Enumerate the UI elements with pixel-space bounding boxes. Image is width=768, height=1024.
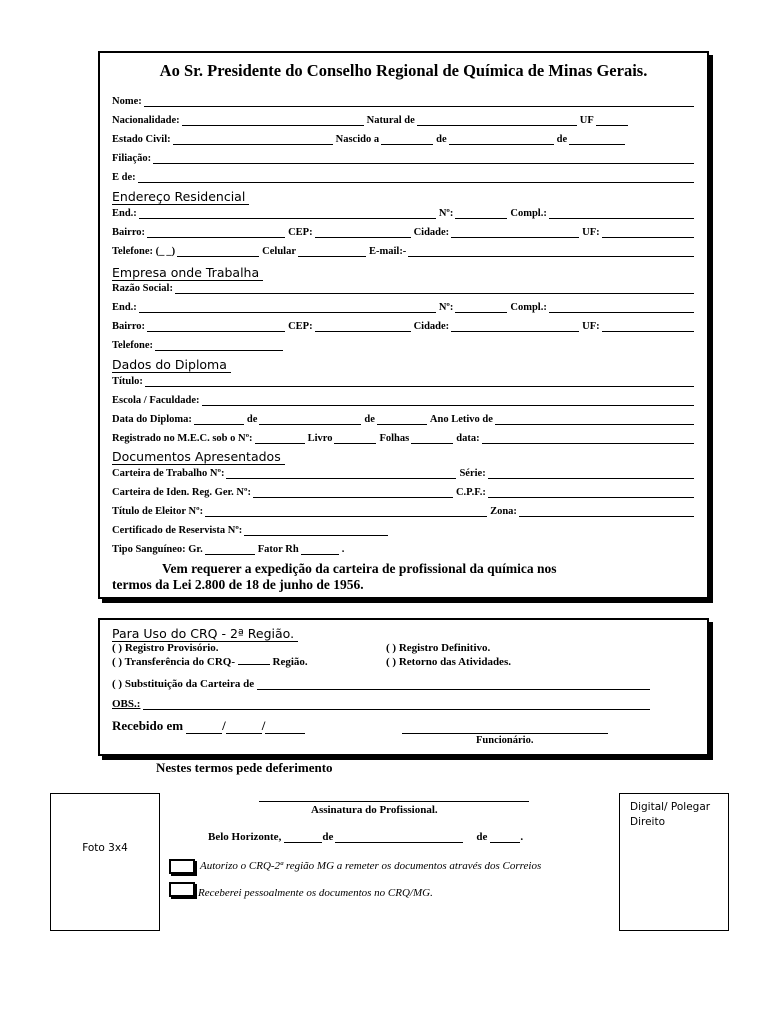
crq-box bbox=[98, 618, 709, 756]
compl-empresa-field[interactable] bbox=[549, 302, 694, 313]
cep-empresa-field[interactable] bbox=[315, 321, 411, 332]
data-diploma-ano-field[interactable] bbox=[377, 414, 427, 425]
bairro-residencial-row: Bairro: CEP: Cidade: UF: bbox=[112, 224, 697, 238]
telefone-residencial-row: Telefone: (_ _) Celular E-mail:- bbox=[112, 243, 697, 257]
autorizo-text: Autorizo o CRQ-2ª região MG a remeter os documentos através dos Correios bbox=[200, 860, 542, 872]
recebido-row: Recebido em / / bbox=[112, 718, 305, 734]
email-field[interactable] bbox=[408, 246, 694, 257]
nascido-mes-field[interactable] bbox=[449, 134, 554, 145]
escola-field[interactable] bbox=[202, 395, 694, 406]
filiacao-row: Filiação: bbox=[112, 150, 697, 164]
funcionario-label: Funcionário. bbox=[476, 735, 534, 746]
retorno-atividades-option[interactable]: ( ) Retorno das Atividades. bbox=[386, 656, 511, 668]
razao-social-field[interactable] bbox=[175, 283, 694, 294]
section-documentos: Documentos Apresentados bbox=[112, 449, 285, 465]
main-form bbox=[98, 51, 709, 599]
livro-field[interactable] bbox=[334, 433, 376, 444]
fator-rh-field[interactable] bbox=[301, 544, 339, 555]
nome-row: Nome: bbox=[112, 93, 697, 107]
cidade-empresa-field[interactable] bbox=[451, 321, 579, 332]
folhas-field[interactable] bbox=[411, 433, 453, 444]
bh-dia-field[interactable] bbox=[284, 832, 322, 843]
data-diploma-row: Data do Diploma: de de Ano Letivo de bbox=[112, 411, 697, 425]
uf-empresa-field[interactable] bbox=[602, 321, 694, 332]
reservista-field[interactable] bbox=[244, 525, 388, 536]
serie-field[interactable] bbox=[488, 468, 694, 479]
telefone-residencial-field[interactable] bbox=[177, 246, 259, 257]
receberei-checkbox[interactable] bbox=[169, 882, 195, 897]
cpf-field[interactable] bbox=[488, 487, 694, 498]
natural-de-field[interactable] bbox=[417, 115, 577, 126]
end-residencial-field[interactable] bbox=[139, 208, 436, 219]
substituicao-row: ( ) Substituição da Carteira de bbox=[112, 678, 653, 690]
recebido-ano-field[interactable] bbox=[265, 723, 305, 734]
telefone-empresa-row: Telefone: bbox=[112, 337, 697, 351]
form-title: Ao Sr. Presidente do Conselho Regional de Química de Minas Gerais. bbox=[159, 61, 648, 80]
nacionalidade-row: Nacionalidade: Natural de UF bbox=[112, 112, 697, 126]
obs-row: OBS.: bbox=[112, 698, 653, 710]
bairro-empresa-field[interactable] bbox=[147, 321, 285, 332]
end-residencial-row: End.: Nº: Compl.: bbox=[112, 205, 697, 219]
reservista-row: Certificado de Reservista Nº: bbox=[112, 522, 697, 536]
transferencia-regiao-field[interactable] bbox=[238, 664, 270, 665]
filiacao-field[interactable] bbox=[153, 153, 694, 164]
registro-data-field[interactable] bbox=[482, 433, 694, 444]
data-diploma-dia-field[interactable] bbox=[194, 414, 244, 425]
photo-label: Foto 3x4 bbox=[82, 842, 128, 854]
registro-mec-field[interactable] bbox=[255, 433, 305, 444]
tipo-sanguineo-row: Tipo Sanguíneo: Gr. Fator Rh . bbox=[112, 544, 345, 555]
e-de-row: E de: bbox=[112, 169, 697, 183]
recebido-mes-field[interactable] bbox=[226, 723, 262, 734]
numero-residencial-field[interactable] bbox=[455, 208, 507, 219]
telefone-empresa-field[interactable] bbox=[155, 340, 283, 351]
estado-civil-field[interactable] bbox=[173, 134, 333, 145]
receberei-text: Receberei pessoalmente os documentos no CRQ/MG. bbox=[198, 887, 433, 899]
nascido-dia-field[interactable] bbox=[381, 134, 433, 145]
zona-field[interactable] bbox=[519, 506, 694, 517]
estado-civil-row: Estado Civil: Nascido a de de bbox=[112, 131, 697, 145]
titulo-row: Título: bbox=[112, 373, 697, 387]
signature-line[interactable] bbox=[259, 801, 529, 802]
bh-ano-field[interactable] bbox=[490, 832, 520, 843]
e-de-field[interactable] bbox=[138, 172, 694, 183]
request-text: Vem requerer a expedição da carteira de profissional da química nos termos da Lei 2.800 de 18 de junho de 1956. bbox=[112, 561, 557, 592]
deferimento-text: Nestes termos pede deferimento bbox=[156, 760, 333, 775]
data-diploma-mes-field[interactable] bbox=[259, 414, 361, 425]
fingerprint-label: Digital/ Polegar Direito bbox=[630, 801, 711, 828]
section-endereco-residencial: Endereço Residencial bbox=[112, 189, 249, 205]
ano-letivo-field[interactable] bbox=[495, 414, 694, 425]
compl-residencial-field[interactable] bbox=[549, 208, 694, 219]
tipo-sanguineo-field[interactable] bbox=[205, 544, 255, 555]
bairro-empresa-row: Bairro: CEP: Cidade: UF: bbox=[112, 318, 697, 332]
nome-field[interactable] bbox=[144, 96, 694, 107]
cidade-residencial-field[interactable] bbox=[451, 227, 579, 238]
uf-residencial-field[interactable] bbox=[602, 227, 694, 238]
carteira-iden-row: Carteira de Iden. Reg. Ger. Nº: C.P.F.: bbox=[112, 484, 697, 498]
recebido-dia-field[interactable] bbox=[186, 723, 222, 734]
escola-row: Escola / Faculdade: bbox=[112, 392, 697, 406]
obs-field[interactable] bbox=[143, 699, 650, 710]
cep-residencial-field[interactable] bbox=[315, 227, 411, 238]
photo-box bbox=[50, 793, 160, 931]
section-diploma: Dados do Diploma bbox=[112, 357, 231, 373]
fingerprint-box bbox=[619, 793, 729, 931]
celular-field[interactable] bbox=[298, 246, 366, 257]
registro-provisorio-option[interactable]: ( ) Registro Provisório. bbox=[112, 642, 219, 654]
end-empresa-field[interactable] bbox=[139, 302, 436, 313]
assinatura-label: Assinatura do Profissional. bbox=[311, 804, 438, 816]
carteira-trabalho-field[interactable] bbox=[226, 468, 456, 479]
autorizo-checkbox[interactable] bbox=[169, 859, 195, 874]
section-empresa: Empresa onde Trabalha bbox=[112, 265, 263, 281]
funcionario-signature-line[interactable] bbox=[402, 733, 608, 734]
registro-definitivo-option[interactable]: ( ) Registro Definitivo. bbox=[386, 642, 491, 654]
end-empresa-row: End.: Nº: Compl.: bbox=[112, 299, 697, 313]
uf-field[interactable] bbox=[596, 115, 628, 126]
carteira-trabalho-row: Carteira de Trabalho Nº: Série: bbox=[112, 465, 697, 479]
belo-horizonte-row: Belo Horizonte, de de . bbox=[208, 831, 524, 843]
carteira-iden-field[interactable] bbox=[253, 487, 453, 498]
razao-social-row: Razão Social: bbox=[112, 280, 697, 294]
crq-heading: Para Uso do CRQ - 2ª Região. bbox=[112, 626, 298, 642]
titulo-eleitor-field[interactable] bbox=[205, 506, 487, 517]
nascido-ano-field[interactable] bbox=[569, 134, 625, 145]
titulo-eleitor-row: Título de Eleitor Nº: Zona: bbox=[112, 503, 697, 517]
registro-mec-row: Registrado no M.E.C. sob o Nº: Livro Folhas data: bbox=[112, 430, 697, 444]
substituicao-field[interactable] bbox=[257, 679, 650, 690]
numero-empresa-field[interactable] bbox=[455, 302, 507, 313]
titulo-field[interactable] bbox=[145, 376, 694, 387]
bairro-residencial-field[interactable] bbox=[147, 227, 285, 238]
nacionalidade-field[interactable] bbox=[182, 115, 364, 126]
transferencia-option[interactable]: ( ) Transferência do CRQ- Região. bbox=[112, 656, 308, 668]
bh-mes-field[interactable] bbox=[335, 832, 463, 843]
